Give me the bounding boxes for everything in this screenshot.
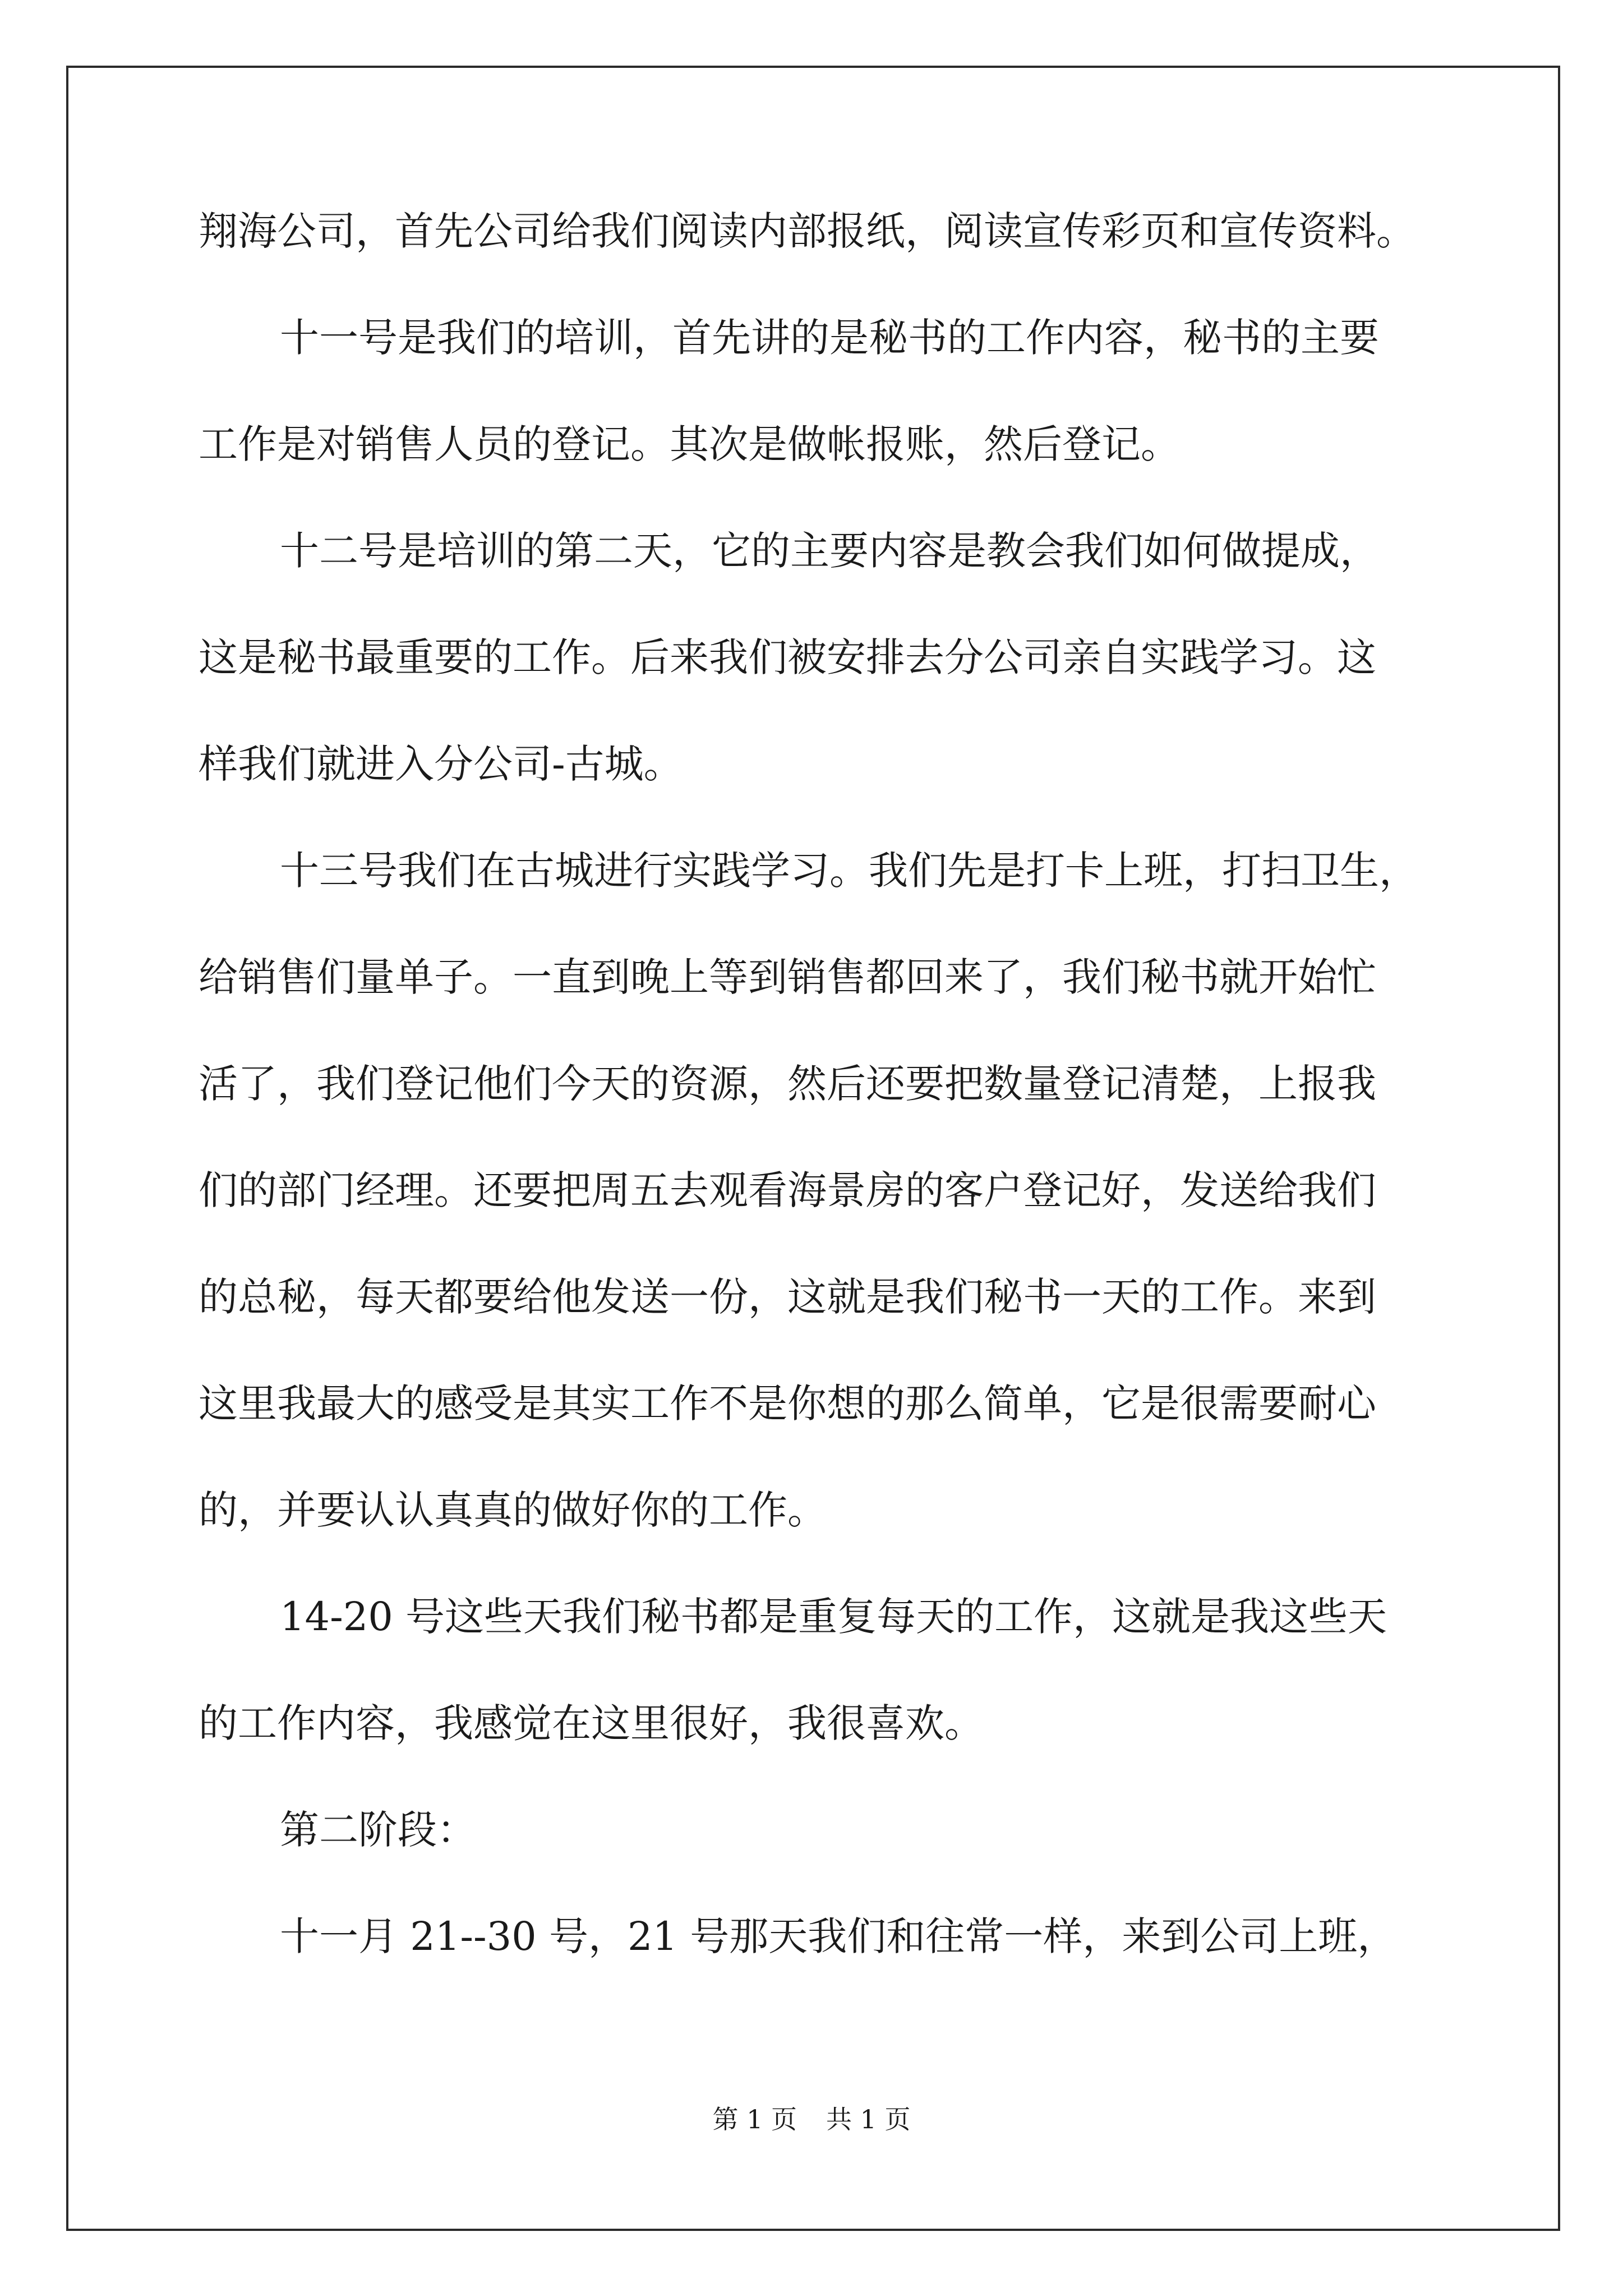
page-footer — [0, 2102, 1623, 2136]
paragraph-line: 这里我最大的感受是其实工作不是你想的那么简单，它是很需要耐心 — [199, 1381, 1376, 1427]
paragraph-line: 工作是对销售人员的登记。其次是做帐报账，然后登记。 — [199, 421, 1180, 467]
paragraph-line: 十二号是培训的第二天，它的主要内容是教会我们如何做提成， — [280, 528, 1379, 574]
page-border — [66, 66, 1560, 2231]
paragraph-line: 这是秘书最重要的工作。后来我们被安排去分公司亲自实践学习。这 — [199, 634, 1376, 680]
paragraph-line: 们的部门经理。还要把周五去观看海景房的客户登记好，发送给我们 — [199, 1167, 1376, 1213]
paragraph-line: 的总秘，每天都要给他发送一份，这就是我们秘书一天的工作。来到 — [199, 1274, 1376, 1320]
paragraph-line: 给销售们量单子。一直到晚上等到销售都回来了，我们秘书就开始忙 — [199, 954, 1376, 1000]
paragraph-line: 活了，我们登记他们今天的资源，然后还要把数量登记清楚，上报我 — [199, 1061, 1376, 1107]
paragraph-line: 十一月 21--30 号，21 号那天我们和往常一样，来到公司上班， — [280, 1913, 1397, 1959]
paragraph-line: 样我们就进入分公司-古城。 — [199, 741, 683, 787]
paragraph-line: 的工作内容，我感觉在这里很好，我很喜欢。 — [199, 1700, 984, 1746]
paragraph-line: 的，并要认认真真的做好你的工作。 — [199, 1487, 827, 1533]
page-number: 第 1 页 — [712, 2104, 797, 2134]
paragraph-line: 十一号是我们的培训，首先讲的是秘书的工作内容，秘书的主要 — [280, 315, 1379, 361]
section-heading: 第二阶段： — [280, 1807, 476, 1853]
page-total: 共 1 页 — [826, 2104, 911, 2134]
paragraph-line: 14-20 号这些天我们秘书都是重复每天的工作，这就是我这些天 — [280, 1594, 1387, 1640]
paragraph-line: 翔海公司，首先公司给我们阅读内部报纸，阅读宣传彩页和宣传资料。 — [199, 208, 1415, 254]
paragraph-line: 十三号我们在古城进行实践学习。我们先是打卡上班，打扫卫生， — [280, 848, 1418, 894]
